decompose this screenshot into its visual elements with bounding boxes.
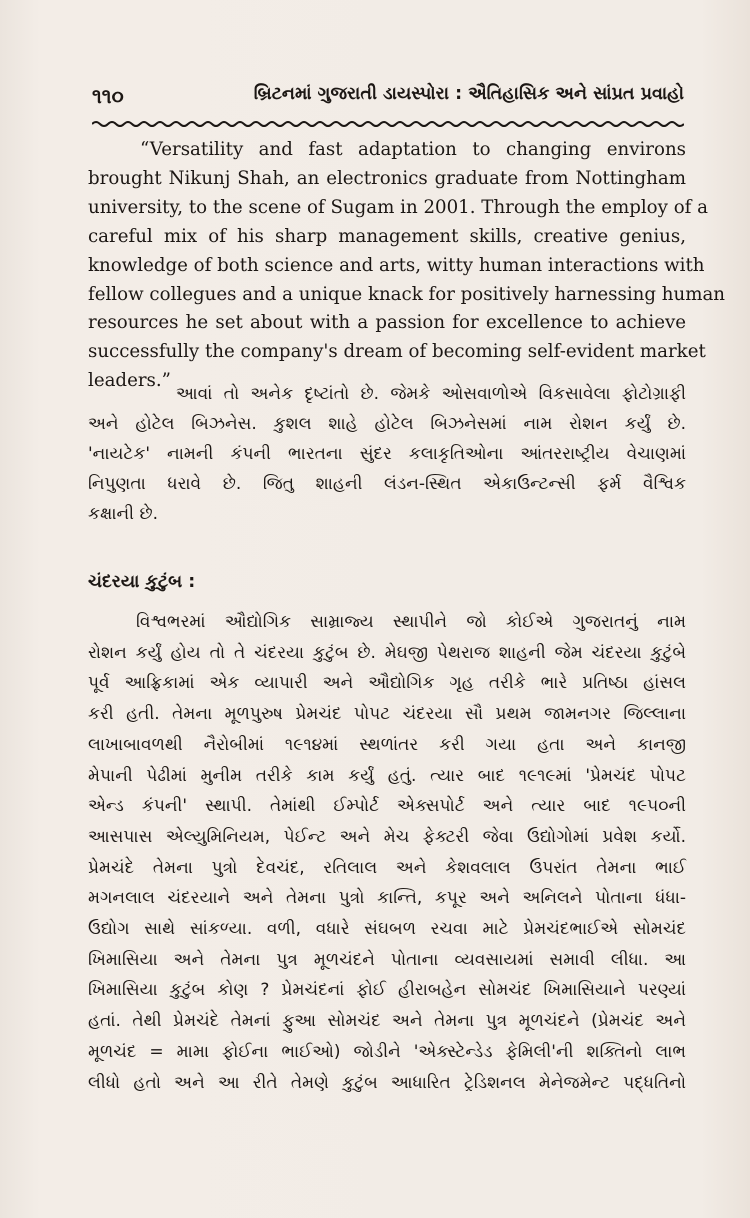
paragraph-line: એન્ડ કંપની' સ્થાપી. તેમાંથી ઈમ્પોર્ટ એક્સપોર્ટ અને ત્યાર બાદ ૧૯૫૦ની xyxy=(88,796,686,817)
quote-line: university, to the scene of Sugam in 2001. Through the employ of a xyxy=(88,196,708,218)
paragraph-line: મૂળચંદ = મામા ફોઈના ભાઈઓ) જોડીને 'એક્સ્ટેન્ડેડ ફેમિલી'ની શક્તિનો લાભ xyxy=(88,1041,686,1062)
paragraph-line: કક્ષાની છે. xyxy=(88,504,158,524)
body-paragraph-chandaria xyxy=(88,607,686,1098)
quote-line: successfully the company's dream of becoming self-evident market xyxy=(88,341,706,363)
paragraph-line: નિપુણતા ધરાવે છે. જિતુ શાહની લંડન-સ્થિત એકાઉન્ટન્સી ફર્મ વૈશ્વિક xyxy=(88,474,686,494)
paragraph-line: ખિમાસિયા કુટુંબ કોણ ? પ્રેમચંદનાં ફોઈ હીરાબહેન સોમચંદ ખિમાસિયાને પરણ્યાં xyxy=(88,980,686,1001)
paragraph-line: લીધો હતો અને આ રીતે તેમણે કુટુંબ આધારિત ટ્રેડિશનલ મેનેજમેન્ટ પદ્ધતિનો xyxy=(88,1072,686,1093)
quote-line: resources he set about with a passion for excellence to achieve xyxy=(88,312,686,334)
section-heading: ચંદરયા કુટુંબ : xyxy=(88,572,196,592)
quote-line: brought Nikunj Shah, an electronics graduate from Nottingham xyxy=(88,167,686,189)
body-paragraph-examples xyxy=(88,379,686,529)
paragraph-line: પ્રેમચંદે તેમના પુત્રો દેવચંદ, રતિલાલ અને કેશવલાલ ઉપરાંત તેમના ભાઈ xyxy=(88,857,686,878)
paragraph-line: આસપાસ એલ્યુમિનિયમ, પેઈન્ટ અને મેચ ફેક્ટરી જેવા ઉદ્યોગોમાં પ્રવેશ કર્યો. xyxy=(88,826,686,847)
header-rule xyxy=(92,120,684,128)
quote-line: “Versatility and fast adaptation to changing environs xyxy=(140,139,686,160)
paragraph-line: આવાં તો અનેક દૃષ્ટાંતો છે. જેમકે ઓસવાળોએ વિકસાવેલા ફોટોગ્રાફી xyxy=(176,384,686,404)
paragraph-line: લાખાબાવળથી નૈરોબીમાં ૧૯૧૪માં સ્થળાંતર કરી ગયા હતા અને કાનજી xyxy=(88,734,686,755)
quote-paragraph xyxy=(88,136,726,396)
paragraph-line: મેપાની પેઢીમાં મુનીમ તરીકે કામ કર્યું હતું. ત્યાર બાદ ૧૯૧૯માં 'પ્રેમચંદ પોપટ xyxy=(88,765,686,786)
quote-line: knowledge of both science and arts, witty human interactions with xyxy=(88,254,705,276)
paragraph-line: રોશન કર્યું હોય તો તે ચંદરયા કુટુંબ છે. મેઘજી પેથરાજ શાહની જેમ ચંદરયા કુટુંબે xyxy=(88,642,686,663)
paragraph-line: પૂર્વ આફ્રિકામાં એક વ્યાપારી અને ઔદ્યોગિક ગૃહ તરીકે ભારે પ્રતિષ્ઠા હાંસલ xyxy=(88,673,686,694)
running-title: બ્રિટનમાં ગુજરાતી ડાયસ્પોરા : ઐતિહાસિક અને સાંપ્રત પ્રવાહો xyxy=(253,84,684,104)
paragraph-line: કરી હતી. તેમના મૂળપુરુષ પ્રેમચંદ પોપટ ચંદરયા સૌ પ્રથમ જામનગર જિલ્લાના xyxy=(88,704,686,725)
paragraph-line: અને હોટેલ બિઝનેસ. કુશલ શાહે હોટેલ બિઝનેસમાં નામ રોશન કર્યું છે. xyxy=(88,414,686,434)
paragraph-line: હતાં. તેથી પ્રેમચંદે તેમનાં ફુઆ સોમચંદ અને તેમના પુત્ર મૂળચંદને (પ્રેમચંદ અને xyxy=(88,1011,686,1032)
paragraph-line: ખિમાસિયા અને તેમના પુત્ર મૂળચંદને પોતાના વ્યવસાયમાં સમાવી લીધા. આ xyxy=(88,949,686,970)
paragraph-line: મગનલાલ ચંદરયાને અને તેમના પુત્રો કાન્તિ, કપૂર અને અનિલને પોતાના ધંધા- xyxy=(88,888,686,909)
page-number: ૧૧૦ xyxy=(92,84,124,108)
paragraph-line: 'નાયટેક' નામની કંપની ભારતના સુંદર કલાકૃતિઓના આંતરરાષ્ટ્રીય વેચાણમાં xyxy=(88,444,686,464)
quote-line: fellow collegues and a unique knack for positively harnessing human xyxy=(88,283,726,305)
paragraph-line: વિશ્વભરમાં ઔદ્યોગિક સામ્રાજ્ય સ્થાપીને જો કોઈએ ગુજરાતનું નામ xyxy=(136,612,686,632)
quote-line: leaders.” xyxy=(88,370,171,392)
paragraph-line: ઉદ્યોગ સાથે સાંકળ્યા. વળી, વધારે સંઘબળ રચવા માટે પ્રેમચંદભાઈએ સોમચંદ xyxy=(88,919,686,940)
page-header xyxy=(92,82,684,116)
quote-line: careful mix of his sharp management skills, creative genius, xyxy=(88,225,686,247)
